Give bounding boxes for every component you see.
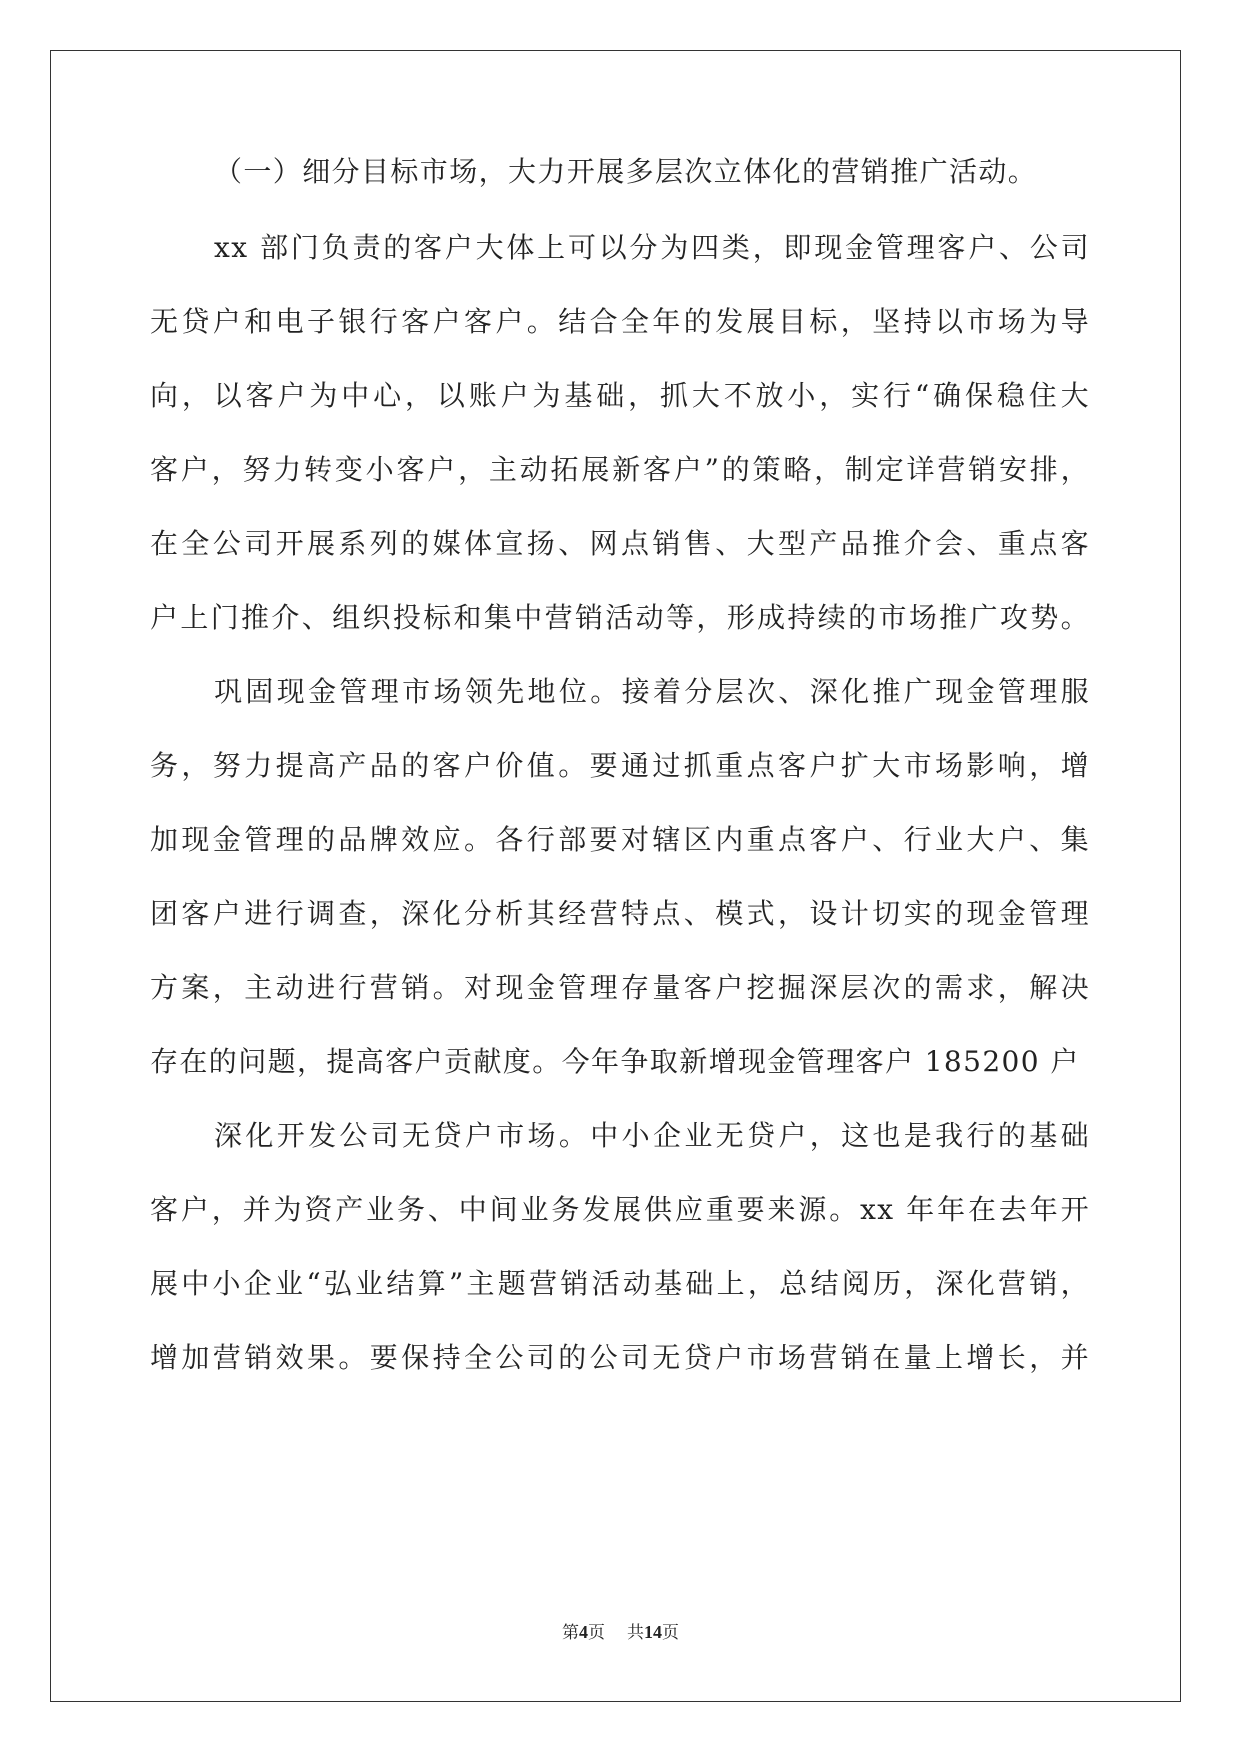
paragraph-line: 团客户进行调查，深化分析其经营特点、模式，设计切实的现金管理 [150, 897, 1090, 930]
total-prefix: 共 [627, 1623, 644, 1643]
page-suffix: 页 [588, 1623, 605, 1643]
paragraph-line: 深化开发公司无贷户市场。中小企业无贷户，这也是我行的基础 [214, 1119, 1090, 1152]
page-current: 4 [579, 1622, 588, 1642]
paragraph-line: 客户，努力转变小客户，主动拓展新客户”的策略，制定详营销安排， [150, 453, 1090, 486]
paragraph-line: 务，努力提高产品的客户价值。要通过抓重点客户扩大市场影响，增 [150, 749, 1090, 782]
paragraph-line: 无贷户和电子银行客户客户。结合全年的发展目标，坚持以市场为导 [150, 305, 1090, 338]
paragraph-line: 存在的问题，提高客户贡献度。今年争取新增现金管理客户 185200 户 [150, 1045, 1080, 1078]
page-prefix: 第 [562, 1623, 579, 1643]
page-border [50, 50, 1181, 1702]
paragraph-line: xx 部门负责的客户大体上可以分为四类，即现金管理客户、公司 [214, 231, 1090, 264]
paragraph-line: 加现金管理的品牌效应。各行部要对辖区内重点客户、行业大户、集 [150, 823, 1090, 856]
page-footer [0, 1620, 1241, 1645]
paragraph-line: 向，以客户为中心，以账户为基础，抓大不放小，实行“确保稳住大 [150, 379, 1090, 412]
paragraph-line: 方案，主动进行营销。对现金管理存量客户挖掘深层次的需求，解决 [150, 971, 1090, 1004]
total-suffix: 页 [662, 1623, 679, 1643]
page-total: 14 [644, 1622, 662, 1642]
paragraph-line: （一）细分目标市场，大力开展多层次立体化的营销推广活动。 [214, 155, 1038, 188]
paragraph-line: 户上门推介、组织投标和集中营销活动等，形成持续的市场推广攻势。 [150, 601, 1090, 634]
paragraph-line: 增加营销效果。要保持全公司的公司无贷户市场营销在量上增长，并 [150, 1341, 1090, 1374]
paragraph-line: 展中小企业“弘业结算”主题营销活动基础上，总结阅历，深化营销， [150, 1267, 1090, 1300]
paragraph-line: 巩固现金管理市场领先地位。接着分层次、深化推广现金管理服 [214, 675, 1090, 708]
paragraph-line: 客户，并为资产业务、中间业务发展供应重要来源。xx 年年在去年开 [150, 1193, 1090, 1226]
paragraph-line: 在全公司开展系列的媒体宣扬、网点销售、大型产品推介会、重点客 [150, 527, 1090, 560]
